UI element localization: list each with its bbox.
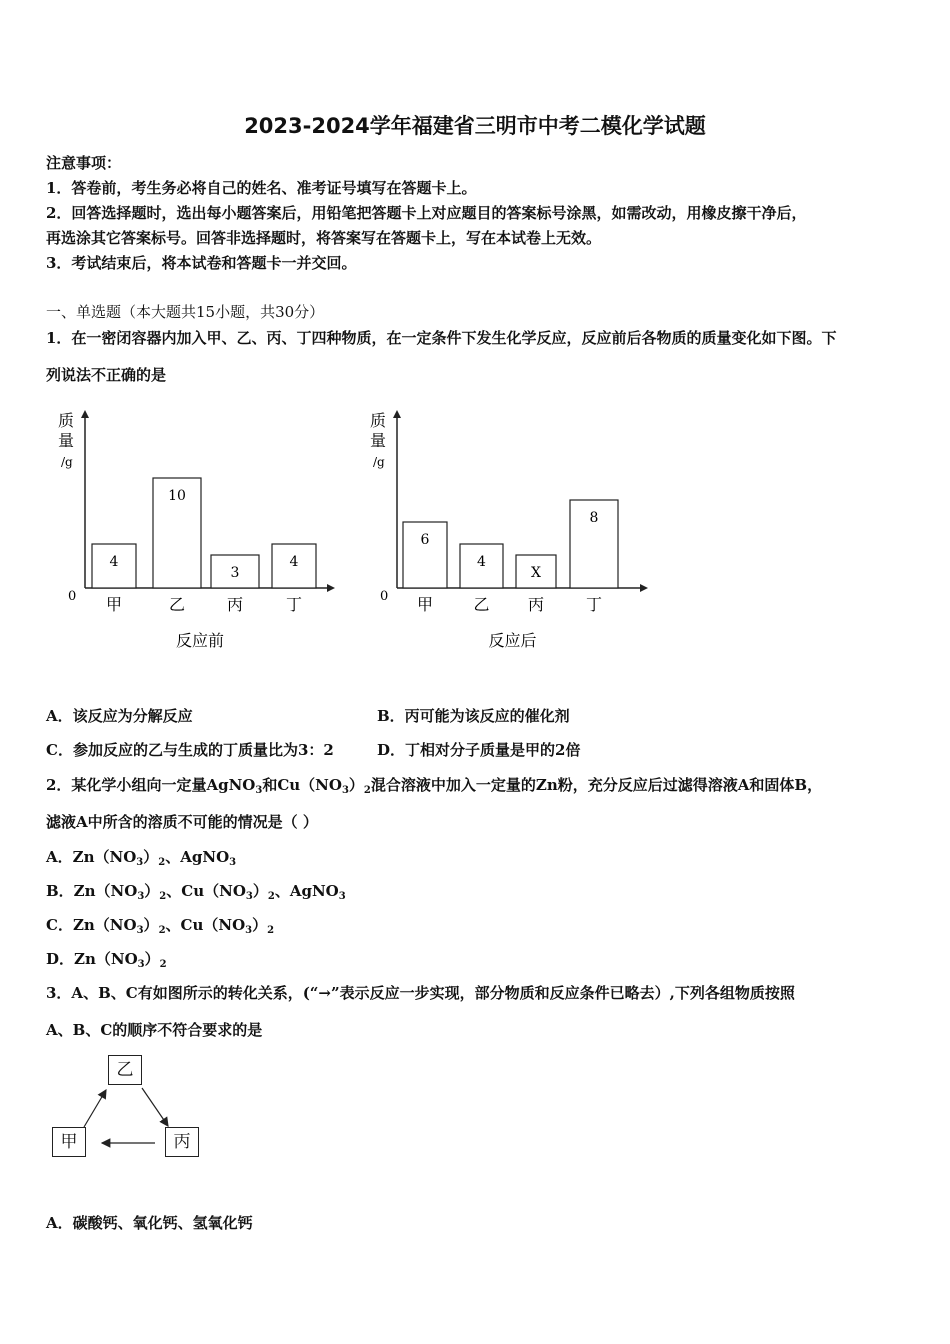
y-label: 量 xyxy=(370,431,387,450)
q2-option-a: A．$Zn(NO_3)_2$、AgNO$_3$ xyxy=(46,848,237,868)
x-axis-arrow xyxy=(327,584,335,592)
chart-title: 反应前 xyxy=(175,631,225,650)
bar-value-label: 3 xyxy=(230,565,240,581)
x-tick-label: 丙 xyxy=(226,595,244,614)
q2-option-b: B．$Zn(NO_3)_2$、$Cu(NO_3)_2$、AgNO$_3$ xyxy=(46,882,346,902)
y-label: 质 xyxy=(58,411,75,430)
section-heading: 一、单选题（本大题共15小题，共30分） xyxy=(46,303,325,321)
bar-value-label: 8 xyxy=(589,510,599,526)
arrow-top-to-right xyxy=(142,1088,168,1126)
diagram-node-top: 乙 xyxy=(108,1055,142,1085)
bar-value-label: 10 xyxy=(168,488,186,504)
y-axis-arrow xyxy=(393,410,401,418)
arrow-left-to-top xyxy=(84,1090,106,1127)
notice-item: 再选涂其它答案标号。回答非选择题时，将答案写在答题卡上，写在本试卷上无效。 xyxy=(46,229,602,247)
q1-stem: 1．在一密闭容器内加入甲、乙、丙、丁四种物质，在一定条件下发生化学反应，反应前后各物质的质量变化如下图。下 xyxy=(46,329,837,347)
bar-value-label: 4 xyxy=(109,554,119,570)
q3-stem: 3．A、B、C有如图所示的转化关系，(“→”表示反应一步实现，部分物质和反应条件已略去）,下列各组物质按照 xyxy=(46,984,795,1002)
notice-item: 3．考试结束后，将本试卷和答题卡一并交回。 xyxy=(46,254,357,272)
q2-option-d: D．$Zn(NO_3)_2$ xyxy=(46,950,167,970)
y-label: 质 xyxy=(370,411,387,430)
origin-label: 0 xyxy=(68,589,77,604)
q2-stem: 2．某化学小组向一定量AgNO$_3$和$Cu(NO_3)_2$混合溶液中加入一定量的Zn粉，充分反应后过滤得溶液A和固体B， xyxy=(46,776,823,796)
origin-label: 0 xyxy=(380,589,389,604)
notice-item: 2．回答选择题时，选出每小题答案后，用铅笔把答题卡上对应题目的答案标号涂黑，如需改动，用橡皮擦干净后， xyxy=(46,204,807,222)
q1-option-d: D．丁相对分子质量是甲的2倍 xyxy=(377,741,581,759)
x-axis-arrow xyxy=(640,584,648,592)
x-tick-label: 甲 xyxy=(105,595,123,614)
notice-item: 1．答卷前，考生务必将自己的姓名、准考证号填写在答题卡上。 xyxy=(46,179,477,197)
y-axis-arrow xyxy=(81,410,89,418)
chart-after xyxy=(350,398,670,663)
bar-value-label: 4 xyxy=(477,554,486,570)
q2-option-c: C．$Zn(NO_3)_2$、$Cu(NO_3)_2$ xyxy=(46,916,275,936)
bar-value-label: 6 xyxy=(420,532,430,548)
q3-option-a: A．碳酸钙、氧化钙、氢氧化钙 xyxy=(46,1214,253,1232)
y-unit: /g xyxy=(61,455,73,469)
q2-stem-cont: 滤液A中所含的溶质不可能的情况是（ ） xyxy=(46,813,318,831)
bar-value-label: X xyxy=(531,565,541,581)
x-tick-label: 丁 xyxy=(585,595,603,614)
q3-stem-cont: A、B、C的顺序不符合要求的是 xyxy=(46,1021,263,1039)
diagram-node-right: 丙 xyxy=(165,1127,199,1157)
q1-option-c: C．参加反应的乙与生成的丁质量比为3：2 xyxy=(46,741,334,759)
x-tick-label: 丙 xyxy=(527,595,545,614)
notice-heading: 注意事项： xyxy=(46,154,122,172)
diagram-node-left: 甲 xyxy=(52,1127,86,1157)
bar-value-label: 4 xyxy=(289,554,299,570)
x-tick-label: 甲 xyxy=(416,595,434,614)
q1-option-b: B．丙可能为该反应的催化剂 xyxy=(377,707,570,725)
chart-before xyxy=(40,398,360,663)
diagram-arrows xyxy=(40,1050,220,1170)
q1-option-a: A．该反应为分解反应 xyxy=(46,707,193,725)
chart-title: 反应后 xyxy=(488,631,537,650)
y-label: 量 xyxy=(58,431,75,450)
y-unit: /g xyxy=(373,455,385,469)
x-tick-label: 丁 xyxy=(285,595,303,614)
page-title: 2023-2024学年福建省三明市中考二模化学试题 xyxy=(244,114,706,138)
x-tick-label: 乙 xyxy=(473,595,490,614)
x-tick-label: 乙 xyxy=(168,595,186,614)
q1-stem-cont: 列说法不正确的是 xyxy=(46,366,167,384)
